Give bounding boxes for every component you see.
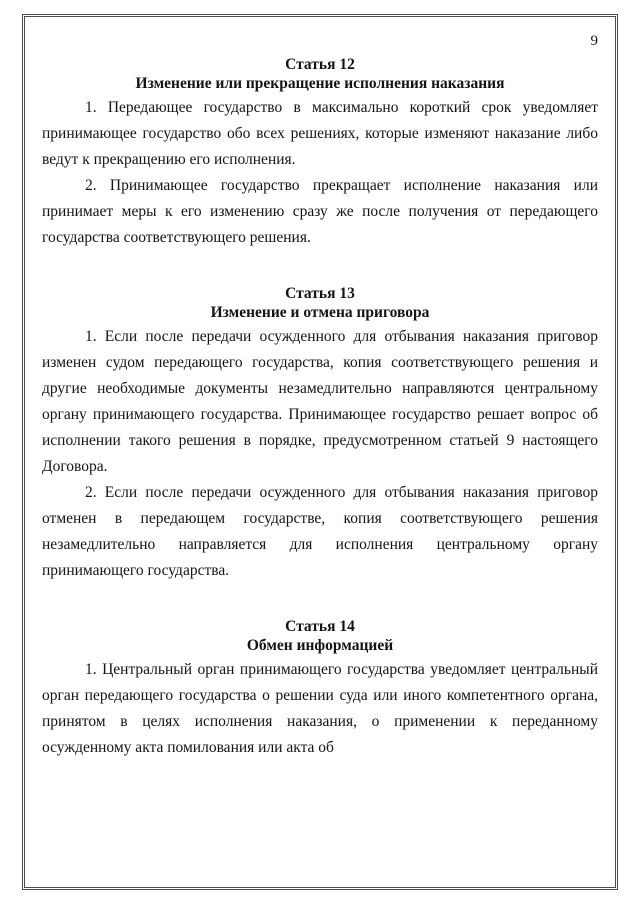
paragraph: 1. Если после передачи осужденного для отбывания наказания приговор изменен судом передающего государства, копия соответствующего решения и другие необходимые документы незамедлительно направляются центральному органу принимающего государства. Принимающее государство решает вопрос об исполнении такого решения в порядке, предусмотренном статьей 9 настоящего Договора. — [42, 328, 598, 475]
paragraph: 1. Центральный орган принимающего государства уведомляет центральный орган передающего государства о решении суда или иного компетентного органа, принятом в целях исполнения наказания, о применении к переданному осужденному акта помилования или акта об — [42, 661, 598, 756]
page-number: 9 — [590, 33, 598, 49]
article-title: Изменение или прекращение исполнения наказания — [135, 75, 505, 92]
article-title: Изменение и отмена приговора — [210, 304, 430, 321]
article-number: Статья 14 — [285, 618, 355, 635]
document-body — [42, 55, 598, 761]
article-number: Статья 12 — [285, 56, 355, 73]
article-13 — [42, 284, 598, 584]
paragraph: 2. Если после передачи осужденного для отбывания наказания приговор отменен в передающем государстве, копия соответствующего решения незамедлительно направляется для исполнения центральному органу принимающего государства. — [42, 484, 598, 579]
article-12 — [42, 55, 598, 251]
article-14 — [42, 617, 598, 761]
article-title: Обмен информацией — [246, 637, 394, 654]
paragraph: 1. Передающее государство в максимально короткий срок уведомляет принимающее государство обо всех решениях, которые изменяют наказание либо ведут к прекращению его исполнения. — [42, 99, 598, 168]
article-number: Статья 13 — [285, 285, 355, 302]
paragraph: 2. Принимающее государство прекращает исполнение наказания или принимает меры к его изменению сразу же после получения от передающего государства соответствующего решения. — [42, 177, 598, 246]
